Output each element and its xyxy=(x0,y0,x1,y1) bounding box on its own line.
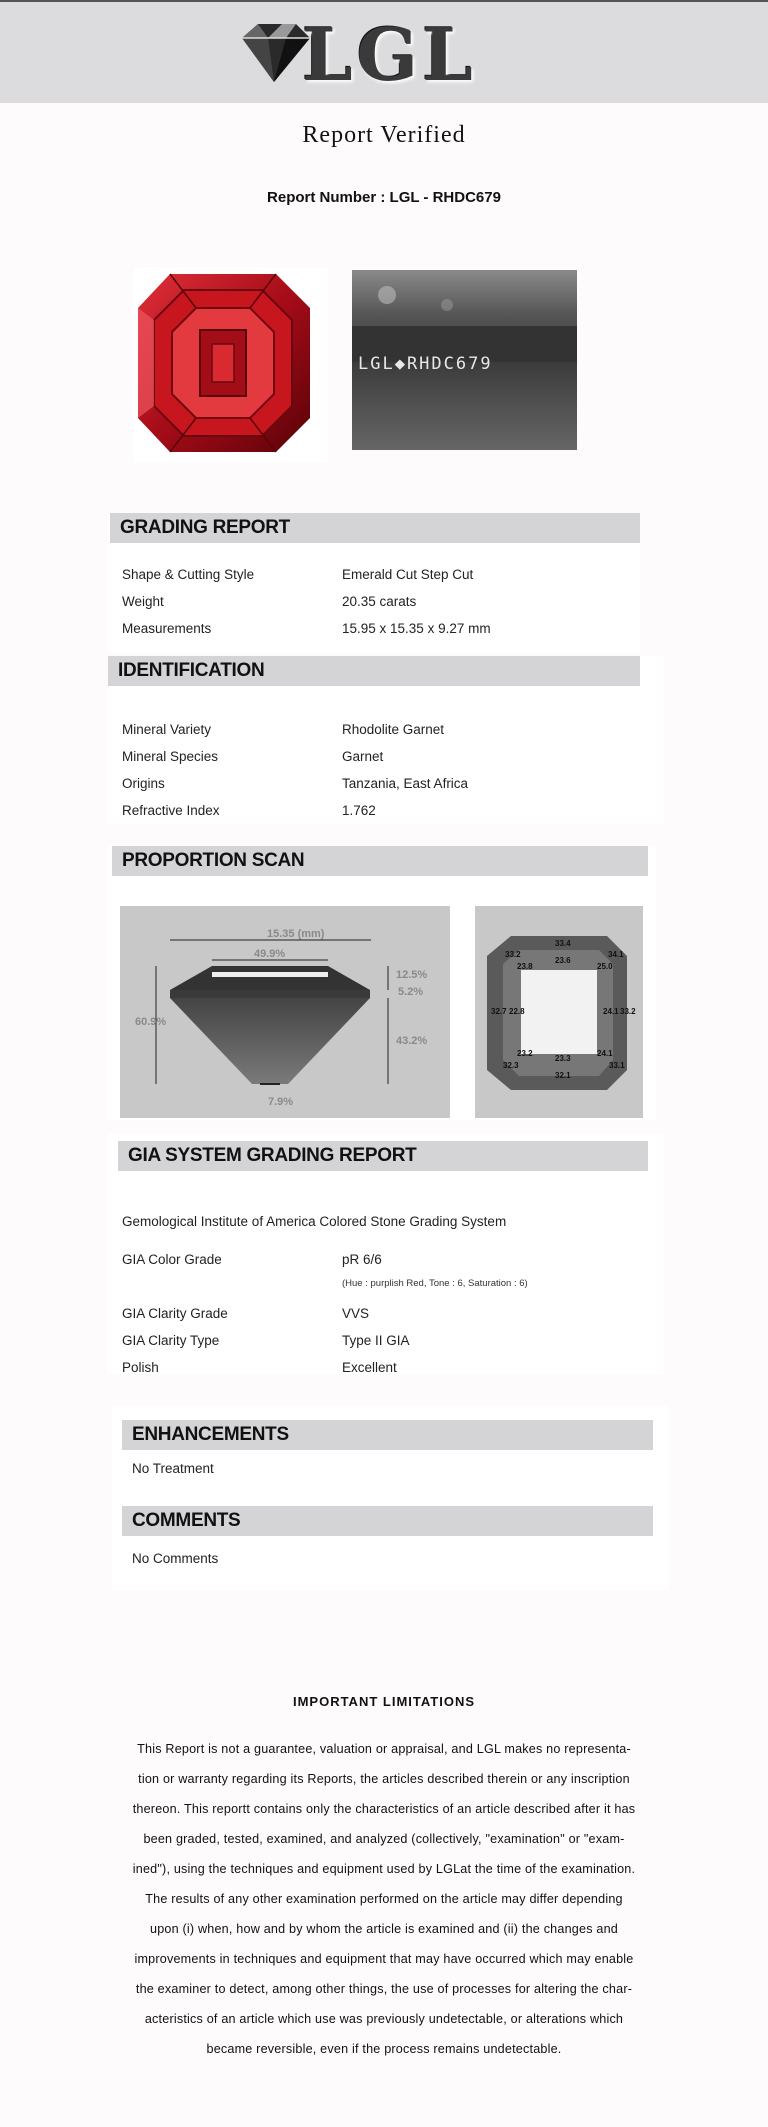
top-label: 23.8 xyxy=(517,962,533,971)
top-view-diagram xyxy=(475,906,643,1118)
header-bar xyxy=(0,0,768,103)
logo-text: LGL xyxy=(302,12,477,97)
top-label: 33.2 xyxy=(505,950,521,959)
gia-label: GIA Clarity Type xyxy=(122,1333,220,1348)
limitations-line: This Report is not a guarantee, valuation or appraisal, and LGL makes no representa- xyxy=(137,1742,631,1756)
top-label: 33.2 xyxy=(620,1007,636,1016)
gia-label: Polish xyxy=(122,1360,159,1375)
gia-title: GIA SYSTEM GRADING REPORT xyxy=(118,1141,648,1171)
gia-label: GIA Color Grade xyxy=(122,1252,222,1267)
width-label: 15.35 (mm) xyxy=(267,928,325,940)
grading-label: Shape & Cutting Style xyxy=(122,567,255,582)
side-profile-diagram xyxy=(120,906,450,1118)
limitations-line: became reversible, even if the process remains undetectable. xyxy=(206,2042,562,2056)
identification-label: Mineral Species xyxy=(122,749,219,764)
enhancements-value: No Treatment xyxy=(132,1461,214,1476)
limitations-line: improvements in techniques and equipment that may have occurred which may enable xyxy=(134,1952,634,1966)
top-label: 32.3 xyxy=(503,1061,519,1070)
limitations-line: tion or warranty regarding its Reports, the articles described therein or any inscription xyxy=(138,1772,630,1786)
top-label: 32.7 xyxy=(491,1007,507,1016)
identification-value: Rhodolite Garnet xyxy=(342,722,445,737)
top-label: 22.8 xyxy=(509,1007,525,1016)
crown-label: 12.5% xyxy=(396,969,428,981)
table-label: 49.9% xyxy=(254,948,286,960)
top-label: 23.3 xyxy=(555,1054,571,1063)
limitations-line: The results of any other examination performed on the article may differ depending xyxy=(145,1892,623,1906)
gia-value: Type II GIA xyxy=(342,1333,410,1348)
depth-label: 60.9% xyxy=(135,1016,167,1028)
pavilion-label: 43.2% xyxy=(396,1035,428,1047)
top-label: 23.2 xyxy=(517,1049,533,1058)
top-label: 24.1 xyxy=(603,1007,619,1016)
identification-label: Origins xyxy=(122,776,165,791)
top-label: 34.1 xyxy=(608,950,624,959)
top-label: 23.6 xyxy=(555,956,571,965)
identification-value: 1.762 xyxy=(342,803,376,818)
limitations-text xyxy=(118,1734,650,2064)
limitations-line: ined"), using the techniques and equipment used by LGLat the time of the examination. xyxy=(132,1862,636,1876)
identification-label: Mineral Variety xyxy=(122,722,212,737)
grading-title: GRADING REPORT xyxy=(110,513,640,543)
girdle-label: 5.2% xyxy=(398,986,424,998)
culet-label: 7.9% xyxy=(268,1096,294,1108)
identification-title: IDENTIFICATION xyxy=(108,656,640,686)
identification-value: Tanzania, East Africa xyxy=(342,776,469,791)
report-number: Report Number : LGL - RHDC679 xyxy=(267,189,501,206)
grading-label: Measurements xyxy=(122,621,212,636)
comments-title: COMMENTS xyxy=(122,1506,653,1536)
top-label: 25.0 xyxy=(597,962,613,971)
top-label: 24.1 xyxy=(597,1049,613,1058)
top-label: 33.1 xyxy=(609,1061,625,1070)
inscription-photo xyxy=(352,270,577,450)
limitations-line: thereon. This reportt contains only the characteristics of an article described after it has xyxy=(132,1802,636,1816)
gia-label: GIA Clarity Grade xyxy=(122,1306,228,1321)
identification-value: Garnet xyxy=(342,749,384,764)
gia-intro: Gemological Institute of America Colored Stone Grading System xyxy=(122,1214,507,1229)
gia-value: Excellent xyxy=(342,1360,397,1375)
grading-value: Emerald Cut Step Cut xyxy=(342,567,474,582)
top-label: 33.4 xyxy=(555,939,571,948)
color-note: (Hue : purplish Red, Tone : 6, Saturation : 6) xyxy=(342,1278,528,1289)
page-title: Report Verified xyxy=(302,122,466,148)
grading-label: Weight xyxy=(122,594,164,609)
identification-label: Refractive Index xyxy=(122,803,220,818)
limitations-line: been graded, tested, examined, and analyzed (collectively, "examination" or "exam- xyxy=(143,1832,625,1846)
comments-value: No Comments xyxy=(132,1551,219,1566)
grading-value: 20.35 carats xyxy=(342,594,417,609)
gia-value: pR 6/6 xyxy=(342,1252,382,1267)
inscription-text: LGL◆RHDC679 xyxy=(358,354,493,374)
limitations-line: upon (i) when, how and by whom the article is examined and (ii) the changes and xyxy=(149,1922,619,1936)
gem-photo xyxy=(134,268,328,462)
enhancements-title: ENHANCEMENTS xyxy=(122,1420,653,1450)
proportion-title: PROPORTION SCAN xyxy=(112,846,648,876)
lgl-logo[interactable] xyxy=(232,12,494,97)
grading-value: 15.95 x 15.35 x 9.27 mm xyxy=(342,621,491,636)
limitations-line: the examiner to detect, among other things, the use of processes for altering the char- xyxy=(135,1982,633,1996)
gia-value: VVS xyxy=(342,1306,370,1321)
limitations-title: IMPORTANT LIMITATIONS xyxy=(292,1694,476,1709)
top-label: 32.1 xyxy=(555,1071,571,1080)
limitations-line: acteristics of an article which use was previously undetectable, or alterations which xyxy=(144,2012,624,2026)
